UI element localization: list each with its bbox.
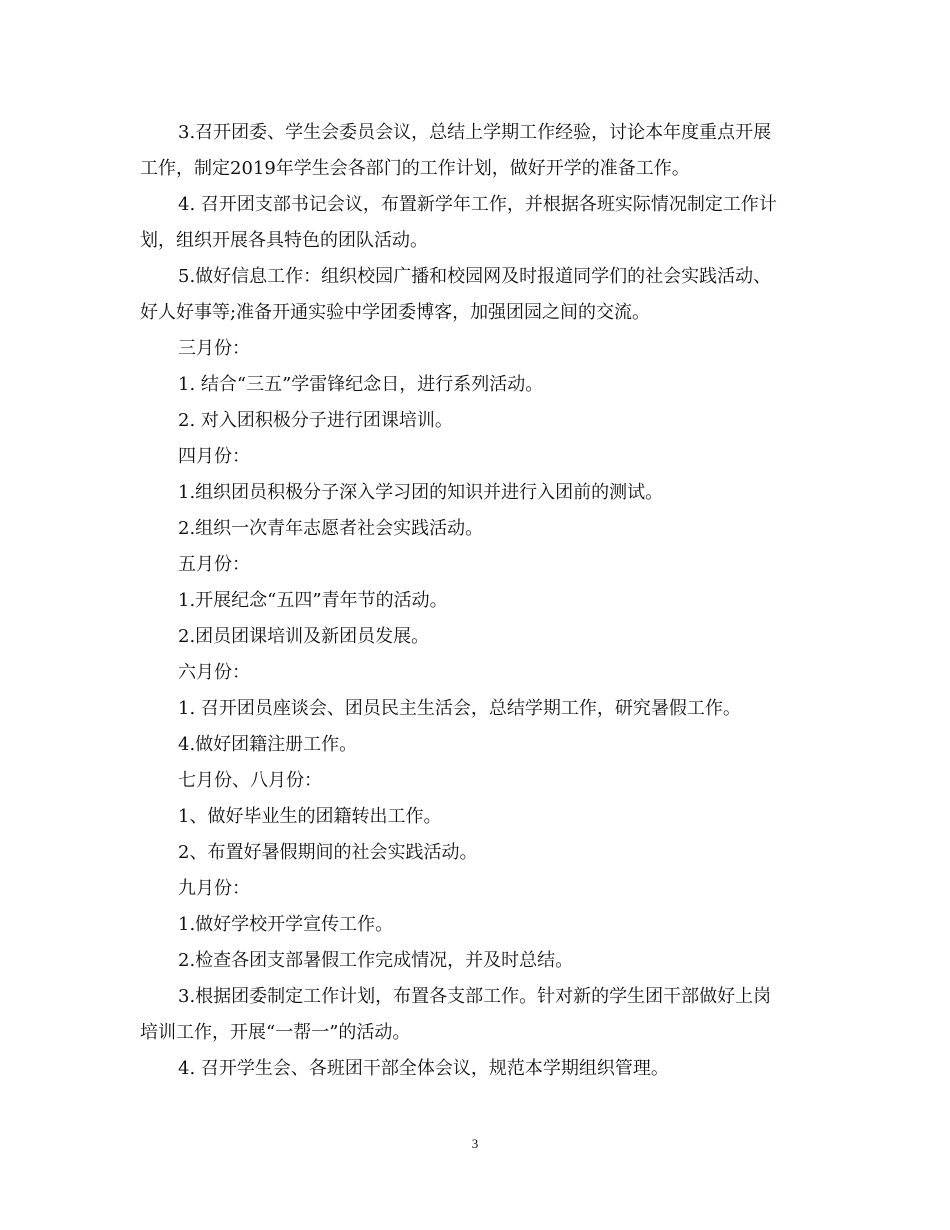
list-item: 4. 召开学生会、各班团干部全体会议，规范本学期组织管理。 [178,1058,669,1079]
document-body [140,115,820,1087]
list-item: 1. 结合“三五”学雷锋纪念日，进行系列活动。 [178,374,544,395]
section-heading: 四月份： [178,446,250,467]
list-item: 1、做好毕业生的团籍转出工作。 [178,806,442,827]
section-heading: 六月份： [178,662,250,683]
section-heading: 五月份： [178,554,250,575]
list-item: 2.组织一次青年志愿者社会实践活动。 [178,518,484,539]
page-number: 3 [471,1136,479,1151]
section-heading: 三月份： [178,338,250,359]
paragraph-line: 4. 召开团支部书记会议，布置新学年工作，并根据各班实际情况制定工作计 [178,194,777,215]
list-item: 2、布置好暑假期间的社会实践活动。 [178,842,478,863]
paragraph-line: 5.做好信息工作：组织校园广播和校园网及时报道同学们的社会实践活动、 [178,266,772,287]
list-item: 4.做好团籍注册工作。 [178,734,358,755]
section-heading: 七月份、八月份： [178,770,322,791]
paragraph-line: 工作，制定2019年学生会各部门的工作计划，做好开学的准备工作。 [140,158,690,179]
list-item: 2. 对入团积极分子进行团课培训。 [178,410,453,431]
list-item: 1.做好学校开学宣传工作。 [178,914,394,935]
list-item: 3.根据团委制定工作计划，布置各支部工作。针对新的学生团干部做好上岗 [178,986,772,1007]
paragraph-line: 3.召开团委、学生会委员会议，总结上学期工作经验，讨论本年度重点开展 [178,122,772,143]
list-item: 2.团员团课培训及新团员发展。 [178,626,430,647]
paragraph-line: 好人好事等;准备开通实验中学团委博客，加强团园之间的交流。 [140,302,651,323]
list-item: 1.开展纪念“五四”青年节的活动。 [178,590,448,611]
list-item: 1.组织团员积极分子深入学习团的知识并进行入团前的测试。 [178,482,664,503]
list-item: 2.检查各团支部暑假工作完成情况，并及时总结。 [178,950,574,971]
paragraph-line: 培训工作，开展“一帮一”的活动。 [140,1022,411,1043]
section-heading: 九月份： [178,878,250,899]
paragraph-line: 划，组织开展各具特色的团队活动。 [140,230,428,251]
list-item: 1. 召开团员座谈会、团员民主生活会，总结学期工作，研究暑假工作。 [178,698,741,719]
